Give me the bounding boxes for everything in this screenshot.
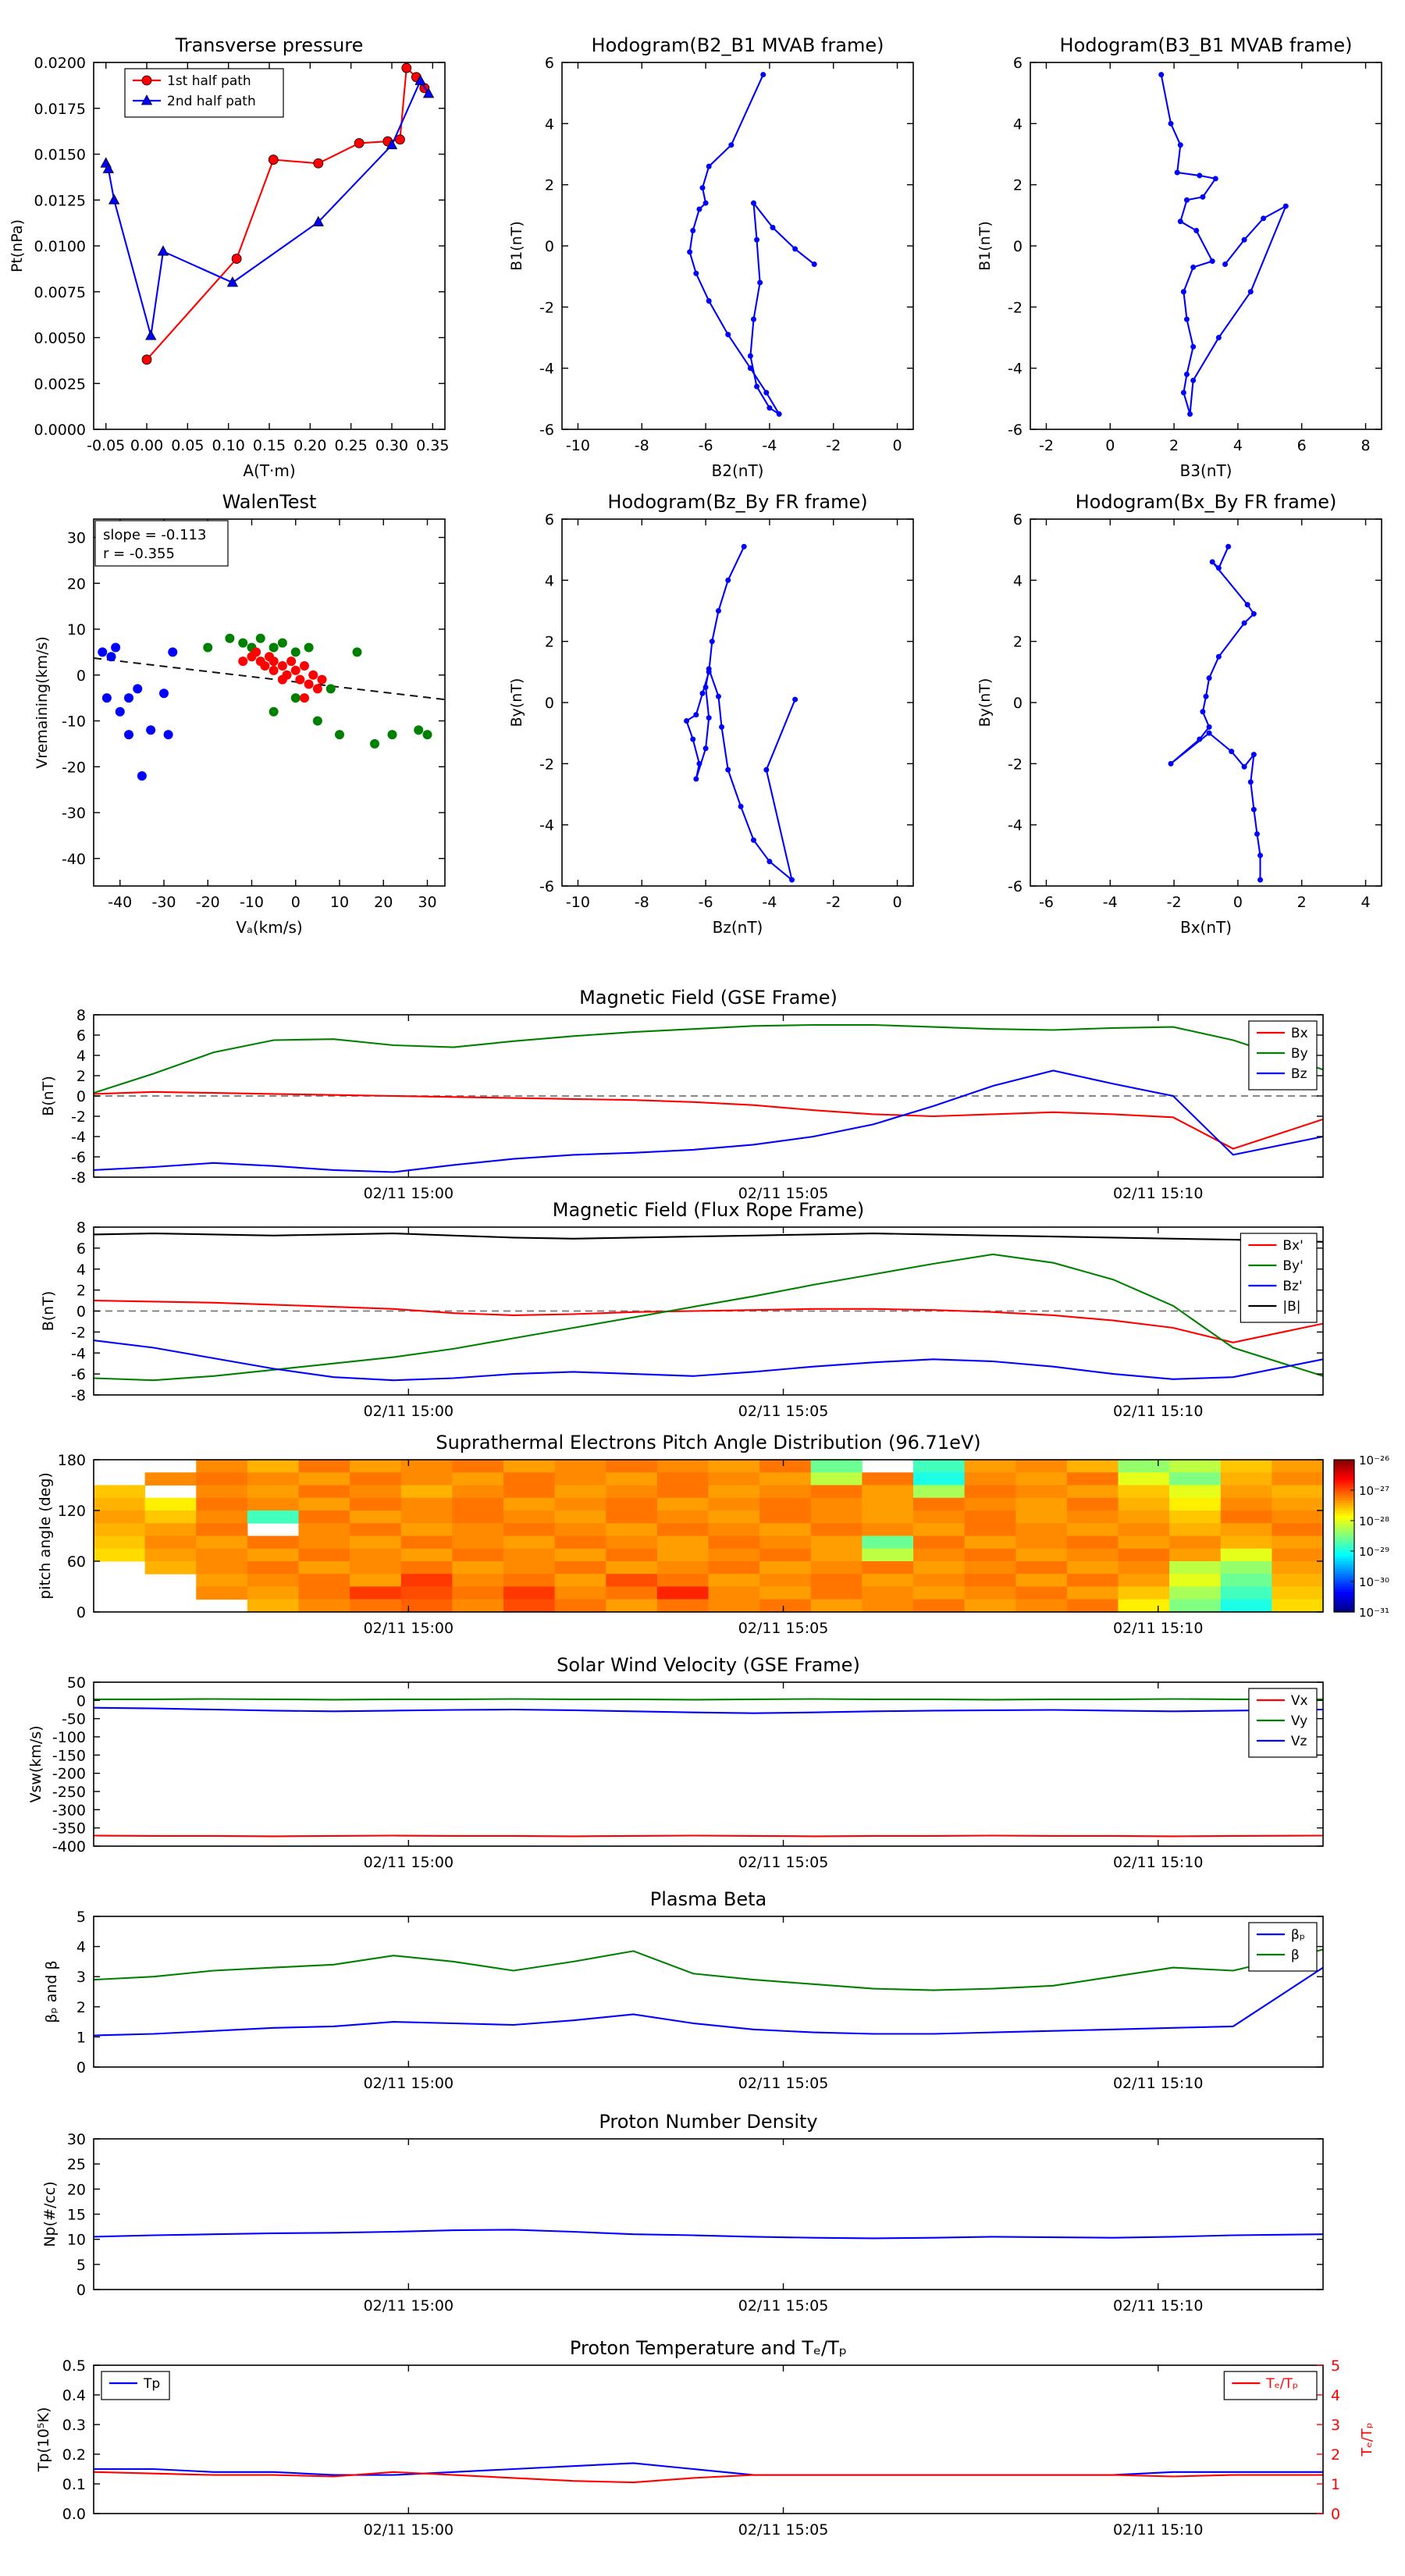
svg-text:4: 4 <box>1331 2387 1341 2404</box>
svg-text:0.4: 0.4 <box>62 2387 86 2404</box>
svg-text:0: 0 <box>1331 2506 1341 2523</box>
svg-text:8: 8 <box>76 1007 86 1024</box>
svg-text:Vy: Vy <box>1290 1713 1308 1729</box>
svg-text:4: 4 <box>76 1261 86 1279</box>
svg-text:02/11 15:10: 02/11 15:10 <box>1112 2075 1204 2092</box>
svg-text:-2: -2 <box>826 437 841 454</box>
svg-text:3: 3 <box>76 1969 86 1987</box>
svg-text:20: 20 <box>66 575 86 593</box>
panel-hodogram-b3b1 <box>976 34 1382 480</box>
svg-text:Bz(nT): Bz(nT) <box>712 918 763 937</box>
svg-text:Magnetic Field (Flux Rope Fram: Magnetic Field (Flux Rope Frame) <box>552 1199 865 1221</box>
svg-text:0: 0 <box>892 894 902 911</box>
svg-text:4: 4 <box>1012 572 1023 590</box>
svg-text:-10: -10 <box>239 894 265 911</box>
svg-text:-40: -40 <box>61 850 86 868</box>
svg-text:10⁻²⁸: 10⁻²⁸ <box>1359 1514 1390 1528</box>
svg-text:6: 6 <box>1012 511 1023 528</box>
svg-text:180: 180 <box>57 1452 86 1469</box>
svg-text:slope = -0.113: slope = -0.113 <box>103 527 207 543</box>
panel-hodogram-bzby <box>508 491 913 937</box>
svg-text:-2: -2 <box>71 1108 86 1126</box>
svg-text:Tp(10⁵K): Tp(10⁵K) <box>35 2407 52 2472</box>
svg-text:2: 2 <box>76 1068 86 1085</box>
svg-text:Pt(nPa): Pt(nPa) <box>9 219 26 273</box>
svg-text:Proton Number Density: Proton Number Density <box>599 2111 818 2133</box>
svg-text:pitch angle (deg): pitch angle (deg) <box>37 1472 54 1599</box>
panel-walen-test <box>34 491 445 937</box>
svg-text:0.0100: 0.0100 <box>34 238 86 255</box>
svg-text:0: 0 <box>76 2059 86 2076</box>
svg-text:B2(nT): B2(nT) <box>711 461 764 480</box>
svg-text:-6: -6 <box>698 894 713 911</box>
panel-solar-wind-velocity <box>27 1654 1323 1871</box>
svg-text:0.00: 0.00 <box>130 437 164 454</box>
svg-text:5: 5 <box>76 2256 86 2274</box>
svg-text:02/11 15:10: 02/11 15:10 <box>1112 1620 1204 1637</box>
svg-text:-4: -4 <box>1008 817 1023 834</box>
svg-text:-0.05: -0.05 <box>87 437 126 454</box>
svg-text:-6: -6 <box>1038 894 1054 911</box>
svg-text:02/11 15:10: 02/11 15:10 <box>1112 2297 1204 2314</box>
svg-text:Bx': Bx' <box>1282 1238 1304 1254</box>
svg-text:Vz: Vz <box>1290 1734 1307 1749</box>
svg-text:-6: -6 <box>539 422 554 439</box>
svg-text:0: 0 <box>1012 238 1023 255</box>
svg-text:B(nT): B(nT) <box>40 1290 57 1332</box>
svg-text:-6: -6 <box>1008 422 1023 439</box>
svg-text:Proton Temperature and Tₑ/Tₚ: Proton Temperature and Tₑ/Tₚ <box>569 2337 848 2359</box>
svg-text:10: 10 <box>66 621 86 639</box>
svg-text:2: 2 <box>76 1998 86 2016</box>
panel-plasma-beta <box>43 1888 1323 2092</box>
svg-text:0.30: 0.30 <box>375 437 409 454</box>
svg-text:Vremaining(km/s): Vremaining(km/s) <box>34 636 51 769</box>
svg-text:0.0000: 0.0000 <box>34 422 86 439</box>
svg-text:-30: -30 <box>151 894 176 911</box>
svg-text:-4: -4 <box>762 437 777 454</box>
svg-text:-6: -6 <box>698 437 713 454</box>
svg-text:0.15: 0.15 <box>252 437 286 454</box>
svg-text:0.35: 0.35 <box>416 437 450 454</box>
svg-text:Solar Wind Velocity (GSE Frame: Solar Wind Velocity (GSE Frame) <box>557 1654 860 1676</box>
svg-text:15: 15 <box>66 2206 86 2224</box>
svg-text:0.3: 0.3 <box>62 2417 86 2434</box>
svg-text:Np(#/cc): Np(#/cc) <box>41 2181 59 2247</box>
svg-text:0.0200: 0.0200 <box>34 55 86 72</box>
svg-text:-2: -2 <box>71 1324 86 1342</box>
svg-text:02/11 15:05: 02/11 15:05 <box>738 1185 829 1202</box>
svg-text:Bz: Bz <box>1290 1066 1307 1082</box>
svg-text:Tₑ/Tₚ: Tₑ/Tₚ <box>1359 2422 1375 2457</box>
svg-text:6: 6 <box>544 511 554 528</box>
svg-text:0.0150: 0.0150 <box>34 146 86 164</box>
svg-text:0.0: 0.0 <box>62 2506 86 2523</box>
svg-text:-6: -6 <box>1008 878 1023 895</box>
svg-text:Suprathermal Electrons Pitch A: Suprathermal Electrons Pitch Angle Distribution (96.71eV) <box>436 1432 981 1453</box>
svg-text:30: 30 <box>66 529 86 547</box>
svg-text:-10: -10 <box>61 713 86 731</box>
svg-text:2: 2 <box>1169 437 1179 454</box>
svg-text:0.1: 0.1 <box>62 2476 86 2493</box>
svg-text:-20: -20 <box>195 894 220 911</box>
svg-text:1: 1 <box>1331 2476 1341 2493</box>
svg-text:-2: -2 <box>826 894 841 911</box>
svg-text:B3(nT): B3(nT) <box>1179 461 1232 480</box>
panel-proton-number-density <box>41 2111 1323 2314</box>
svg-text:4: 4 <box>76 1048 86 1065</box>
panel-magnetic-field-flux-rope <box>40 1199 1323 1420</box>
svg-text:0: 0 <box>76 1303 86 1321</box>
svg-text:60: 60 <box>66 1553 86 1571</box>
panel-hodogram-bxby <box>976 491 1382 937</box>
svg-text:-2: -2 <box>1008 299 1023 317</box>
svg-text:0.0125: 0.0125 <box>34 192 86 210</box>
svg-text:02/11 15:00: 02/11 15:00 <box>363 2521 454 2539</box>
svg-text:0: 0 <box>892 437 902 454</box>
svg-text:By(nT): By(nT) <box>976 678 994 728</box>
svg-text:-2: -2 <box>1038 437 1054 454</box>
svg-text:Magnetic Field (GSE Frame): Magnetic Field (GSE Frame) <box>579 987 838 1009</box>
svg-text:2nd half path: 2nd half path <box>167 94 256 109</box>
svg-text:02/11 15:00: 02/11 15:00 <box>363 2075 454 2092</box>
svg-text:0: 0 <box>544 695 554 712</box>
svg-text:-2: -2 <box>539 299 554 317</box>
svg-text:10⁻³¹: 10⁻³¹ <box>1359 1606 1390 1620</box>
svg-text:10: 10 <box>66 2231 86 2249</box>
svg-text:02/11 15:00: 02/11 15:00 <box>363 1620 454 1637</box>
svg-text:30: 30 <box>66 2131 86 2148</box>
svg-text:-350: -350 <box>52 1820 86 1838</box>
svg-text:B1(nT): B1(nT) <box>976 221 994 271</box>
svg-text:0.05: 0.05 <box>171 437 205 454</box>
svg-text:6: 6 <box>1012 55 1023 72</box>
svg-text:Hodogram(Bz_By FR frame): Hodogram(Bz_By FR frame) <box>607 491 868 513</box>
svg-text:5: 5 <box>76 1909 86 1926</box>
svg-text:WalenTest: WalenTest <box>222 491 317 513</box>
svg-text:-6: -6 <box>71 1366 86 1384</box>
svg-text:0: 0 <box>1105 437 1115 454</box>
svg-text:0.10: 0.10 <box>212 437 245 454</box>
svg-text:Tₑ/Tₚ: Tₑ/Tₚ <box>1266 2376 1299 2392</box>
svg-text:Vsw(km/s): Vsw(km/s) <box>27 1725 44 1803</box>
svg-text:-100: -100 <box>52 1729 86 1746</box>
svg-text:120: 120 <box>57 1503 86 1520</box>
svg-text:-400: -400 <box>52 1838 86 1856</box>
svg-text:By: By <box>1290 1046 1308 1062</box>
svg-text:Bx: Bx <box>1290 1026 1308 1041</box>
svg-text:5: 5 <box>1331 2357 1341 2375</box>
svg-text:4: 4 <box>1012 116 1023 133</box>
svg-text:1st half path: 1st half path <box>167 73 251 89</box>
panel-hodogram-b2b1 <box>508 34 913 480</box>
svg-text:Transverse pressure: Transverse pressure <box>175 34 364 56</box>
svg-text:-4: -4 <box>71 1345 86 1363</box>
svg-text:0.2: 0.2 <box>62 2446 86 2464</box>
svg-text:0: 0 <box>76 1604 86 1621</box>
svg-text:-8: -8 <box>71 1387 86 1404</box>
svg-text:Plasma Beta: Plasma Beta <box>649 1888 767 1910</box>
svg-text:By': By' <box>1282 1258 1304 1274</box>
svg-text:B1(nT): B1(nT) <box>508 221 525 271</box>
svg-text:Tp: Tp <box>144 2376 161 2392</box>
svg-text:0: 0 <box>290 894 301 911</box>
svg-text:02/11 15:10: 02/11 15:10 <box>1112 1403 1204 1420</box>
svg-text:Bz': Bz' <box>1282 1279 1303 1294</box>
svg-text:-200: -200 <box>52 1765 86 1783</box>
svg-text:βₚ: βₚ <box>1290 1927 1306 1943</box>
svg-text:0.0075: 0.0075 <box>34 283 86 301</box>
svg-text:50: 50 <box>66 1674 86 1692</box>
panel-electron-pitch-angle-distribution <box>37 1432 1389 1637</box>
svg-text:02/11 15:05: 02/11 15:05 <box>738 2075 829 2092</box>
svg-text:-10: -10 <box>565 437 590 454</box>
svg-text:-4: -4 <box>1102 894 1118 911</box>
svg-text:-300: -300 <box>52 1802 86 1820</box>
svg-text:02/11 15:10: 02/11 15:10 <box>1112 2521 1204 2539</box>
panel-magnetic-field-gse <box>40 987 1323 1202</box>
svg-text:0.25: 0.25 <box>334 437 368 454</box>
svg-text:By(nT): By(nT) <box>508 678 525 728</box>
svg-text:-4: -4 <box>71 1129 86 1146</box>
svg-text:β: β <box>1290 1948 1300 1963</box>
svg-text:02/11 15:00: 02/11 15:00 <box>363 1185 454 1202</box>
svg-text:2: 2 <box>1012 633 1023 651</box>
svg-text:0.5: 0.5 <box>62 2357 86 2375</box>
svg-text:-2: -2 <box>1166 894 1182 911</box>
svg-text:2: 2 <box>1012 176 1023 194</box>
svg-text:4: 4 <box>1361 894 1371 911</box>
svg-text:-6: -6 <box>539 878 554 895</box>
svg-text:0: 0 <box>76 2282 86 2299</box>
svg-text:02/11 15:05: 02/11 15:05 <box>738 1403 829 1420</box>
svg-text:2: 2 <box>1297 894 1307 911</box>
svg-text:0.20: 0.20 <box>293 437 327 454</box>
svg-text:02/11 15:00: 02/11 15:00 <box>363 1403 454 1420</box>
svg-text:-50: -50 <box>61 1710 86 1728</box>
svg-text:2: 2 <box>544 176 554 194</box>
svg-text:2: 2 <box>76 1282 86 1300</box>
svg-text:02/11 15:00: 02/11 15:00 <box>363 2297 454 2314</box>
svg-text:10⁻²⁹: 10⁻²⁹ <box>1359 1545 1390 1559</box>
svg-text:-250: -250 <box>52 1784 86 1801</box>
svg-text:02/11 15:05: 02/11 15:05 <box>738 2521 829 2539</box>
svg-text:|B|: |B| <box>1282 1299 1301 1315</box>
svg-text:4: 4 <box>544 116 554 133</box>
svg-text:6: 6 <box>544 55 554 72</box>
svg-text:4: 4 <box>1232 437 1243 454</box>
svg-text:βₚ and β: βₚ and β <box>43 1960 60 2023</box>
svg-text:0: 0 <box>1232 894 1243 911</box>
svg-text:10: 10 <box>329 894 350 911</box>
svg-text:0: 0 <box>76 1692 86 1710</box>
svg-text:6: 6 <box>76 1027 86 1044</box>
svg-text:4: 4 <box>544 572 554 590</box>
svg-text:0.0050: 0.0050 <box>34 329 86 347</box>
svg-text:0: 0 <box>1012 695 1023 712</box>
svg-text:-8: -8 <box>634 437 649 454</box>
svg-text:02/11 15:05: 02/11 15:05 <box>738 1854 829 1871</box>
svg-text:1: 1 <box>76 2029 86 2047</box>
svg-text:0: 0 <box>76 1088 86 1105</box>
svg-text:r = -0.355: r = -0.355 <box>103 546 175 562</box>
svg-text:20: 20 <box>66 2181 86 2199</box>
svg-text:Hodogram(B2_B1 MVAB frame): Hodogram(B2_B1 MVAB frame) <box>591 34 884 56</box>
svg-text:4: 4 <box>76 1938 86 1956</box>
svg-text:0: 0 <box>76 667 86 685</box>
svg-text:8: 8 <box>76 1219 86 1236</box>
svg-text:02/11 15:05: 02/11 15:05 <box>738 1620 829 1637</box>
svg-text:-4: -4 <box>539 817 554 834</box>
svg-text:Hodogram(B3_B1 MVAB frame): Hodogram(B3_B1 MVAB frame) <box>1059 34 1353 56</box>
svg-text:-40: -40 <box>108 894 133 911</box>
svg-text:-4: -4 <box>762 894 777 911</box>
svg-text:10⁻²⁶: 10⁻²⁶ <box>1359 1453 1390 1468</box>
panel-transverse-pressure <box>9 34 449 480</box>
svg-text:30: 30 <box>418 894 437 911</box>
svg-text:6: 6 <box>1297 437 1307 454</box>
svg-text:0.0175: 0.0175 <box>34 100 86 118</box>
svg-text:2: 2 <box>1331 2446 1341 2464</box>
svg-text:-20: -20 <box>61 759 86 777</box>
svg-text:-2: -2 <box>539 756 554 774</box>
svg-text:-4: -4 <box>1008 360 1023 378</box>
svg-text:-2: -2 <box>1008 756 1023 774</box>
svg-text:-6: -6 <box>71 1149 86 1166</box>
svg-text:-4: -4 <box>539 360 554 378</box>
svg-text:Bx(nT): Bx(nT) <box>1179 918 1232 937</box>
svg-text:0.0025: 0.0025 <box>34 375 86 393</box>
svg-text:-8: -8 <box>71 1169 86 1187</box>
panel-proton-temperature <box>35 2337 1375 2539</box>
svg-text:A(T·m): A(T·m) <box>243 461 296 480</box>
svg-text:02/11 15:10: 02/11 15:10 <box>1112 1854 1204 1871</box>
svg-text:02/11 15:10: 02/11 15:10 <box>1112 1185 1204 1202</box>
svg-text:Vₐ(km/s): Vₐ(km/s) <box>236 918 303 937</box>
svg-text:-10: -10 <box>565 894 590 911</box>
svg-text:-8: -8 <box>634 894 649 911</box>
svg-text:-30: -30 <box>61 805 86 822</box>
svg-text:B(nT): B(nT) <box>40 1076 57 1116</box>
svg-text:6: 6 <box>76 1240 86 1258</box>
svg-text:10⁻²⁷: 10⁻²⁷ <box>1359 1484 1390 1498</box>
svg-text:02/11 15:00: 02/11 15:00 <box>363 1854 454 1871</box>
svg-text:0: 0 <box>544 238 554 255</box>
svg-text:Hodogram(Bx_By FR frame): Hodogram(Bx_By FR frame) <box>1075 491 1337 513</box>
svg-text:25: 25 <box>66 2156 86 2174</box>
svg-text:2: 2 <box>544 633 554 651</box>
svg-text:10⁻³⁰: 10⁻³⁰ <box>1359 1575 1390 1589</box>
svg-text:02/11 15:05: 02/11 15:05 <box>738 2297 829 2314</box>
svg-text:Vx: Vx <box>1290 1693 1308 1709</box>
svg-text:3: 3 <box>1331 2417 1341 2434</box>
svg-text:20: 20 <box>374 894 393 911</box>
svg-text:-150: -150 <box>52 1747 86 1765</box>
svg-text:8: 8 <box>1361 437 1371 454</box>
